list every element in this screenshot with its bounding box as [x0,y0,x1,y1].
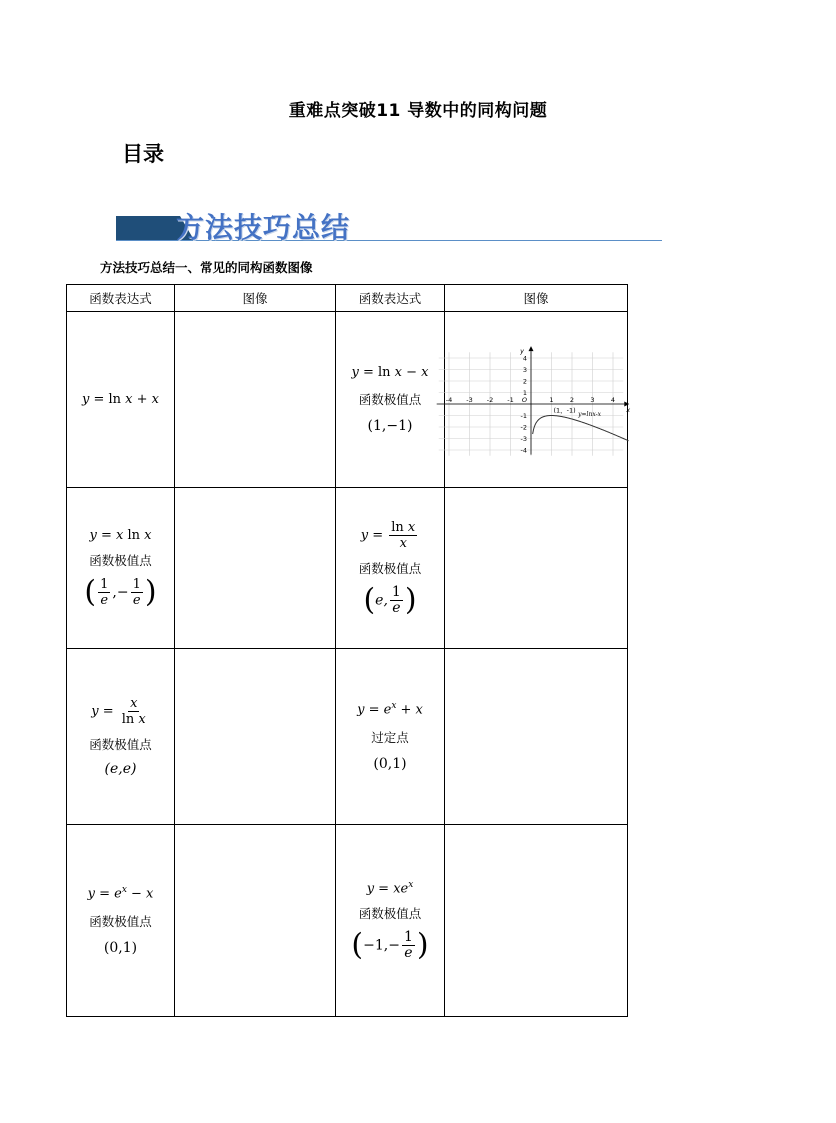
graph-cell-empty [175,825,336,1017]
header-expression-2: 函数表达式 [336,285,445,312]
table-row [67,825,628,1017]
extremum-label: 函数极值点 [89,737,152,752]
graph-curve [533,416,629,441]
y-tick-label: 2 [522,377,527,386]
extremum-point: (0,1) [103,939,138,956]
y-tick-label: -4 [520,446,527,455]
graph-curve-label: y=lnx-x [578,411,602,419]
left-expression-cell [67,312,175,488]
extremum-point: (e,e) [104,761,137,777]
fixed-point: (0,1) [373,755,407,772]
extremum-point: (e, $\frac{1}{e}$ ) [363,582,417,618]
right-expression-cell [336,312,445,488]
formula: y = x ln x [89,528,152,543]
left-expression-cell [67,649,175,825]
x-tick-label: 2 [569,396,575,404]
right-expression-cell [336,649,445,825]
formula: $y = xe^x$ [366,879,414,897]
x-tick-label: 4 [610,396,616,404]
formula: $y = e^x + x$ [357,701,423,718]
extremum-point: ( $\frac{1}{e}$ ,− $\frac{1}{e}$ ) [84,574,157,610]
graph-cell-empty [445,649,628,825]
extremum-label: 函数极值点 [358,392,422,407]
extremum-point: (1,−1) [367,418,413,434]
x-axis-label: x [626,406,631,414]
table-header-row [67,285,628,312]
y-tick-label: 1 [522,388,527,397]
header-graph-1: 图像 [175,285,336,312]
formula: $y = e^x - x$ [87,885,154,902]
formula: y = ln x − x [351,365,429,380]
right-expression-cell [336,825,445,1017]
extremum-label: 函数极值点 [358,906,422,922]
x-tick-label: -4 [445,396,453,404]
banner-bar [116,216,180,240]
graph-cell-empty [445,488,628,649]
formula: y = $\frac{\text{ln x}}{x}$ [360,520,416,551]
fixed-point-label: 过定点 [371,729,409,745]
y-tick-label: 3 [522,365,527,374]
y-axis-label: y [520,347,524,356]
table-row [67,488,628,649]
toc-heading: 目录 [122,142,164,166]
document-title: 重难点突破11 导数中的同构问题 [288,101,548,121]
x-tick-label: -1 [507,396,514,404]
graph-cell [445,312,631,488]
graph-cell-empty [445,825,628,1017]
y-tick-label: 4 [522,354,527,363]
formula: y = ln x + x [82,392,159,407]
x-tick-label: 1 [549,396,554,404]
y-tick-label: -3 [520,434,527,443]
right-expression-cell [336,488,445,649]
graph-cell-empty [175,488,336,649]
header-graph-2: 图像 [445,285,628,312]
extremum-label: 函数极值点 [358,561,422,576]
extremum-label: 函数极值点 [89,913,152,929]
subheading: 方法技巧总结一、常见的同构函数图像 [100,260,313,275]
origin-label: O [521,396,527,404]
left-expression-cell [67,488,175,649]
header-expression-1: 函数表达式 [67,285,175,312]
section-heading: 方法技巧总结 [176,211,351,244]
y-tick-label: -2 [520,423,527,432]
extremum-point: (−1,− $\frac{1}{e}$ ) [351,927,429,963]
function-table [66,284,631,1017]
function-graph [445,312,631,487]
y-tick-label: -1 [520,411,527,420]
section-banner [116,204,662,246]
table-row [67,649,628,825]
x-tick-label: -2 [486,396,494,404]
y-axis-arrow [529,346,534,351]
graph-point-label: (1，-1) [553,406,576,415]
formula: y = $\frac{x}{\text{ln x}}$ [91,696,146,727]
left-expression-cell [67,825,175,1017]
extremum-label: 函数极值点 [89,553,152,568]
table-row [67,312,628,488]
x-tick-label: -3 [466,396,473,404]
graph-cell-empty [175,649,336,825]
graph-cell-empty [175,312,336,488]
x-tick-label: 3 [590,396,595,404]
